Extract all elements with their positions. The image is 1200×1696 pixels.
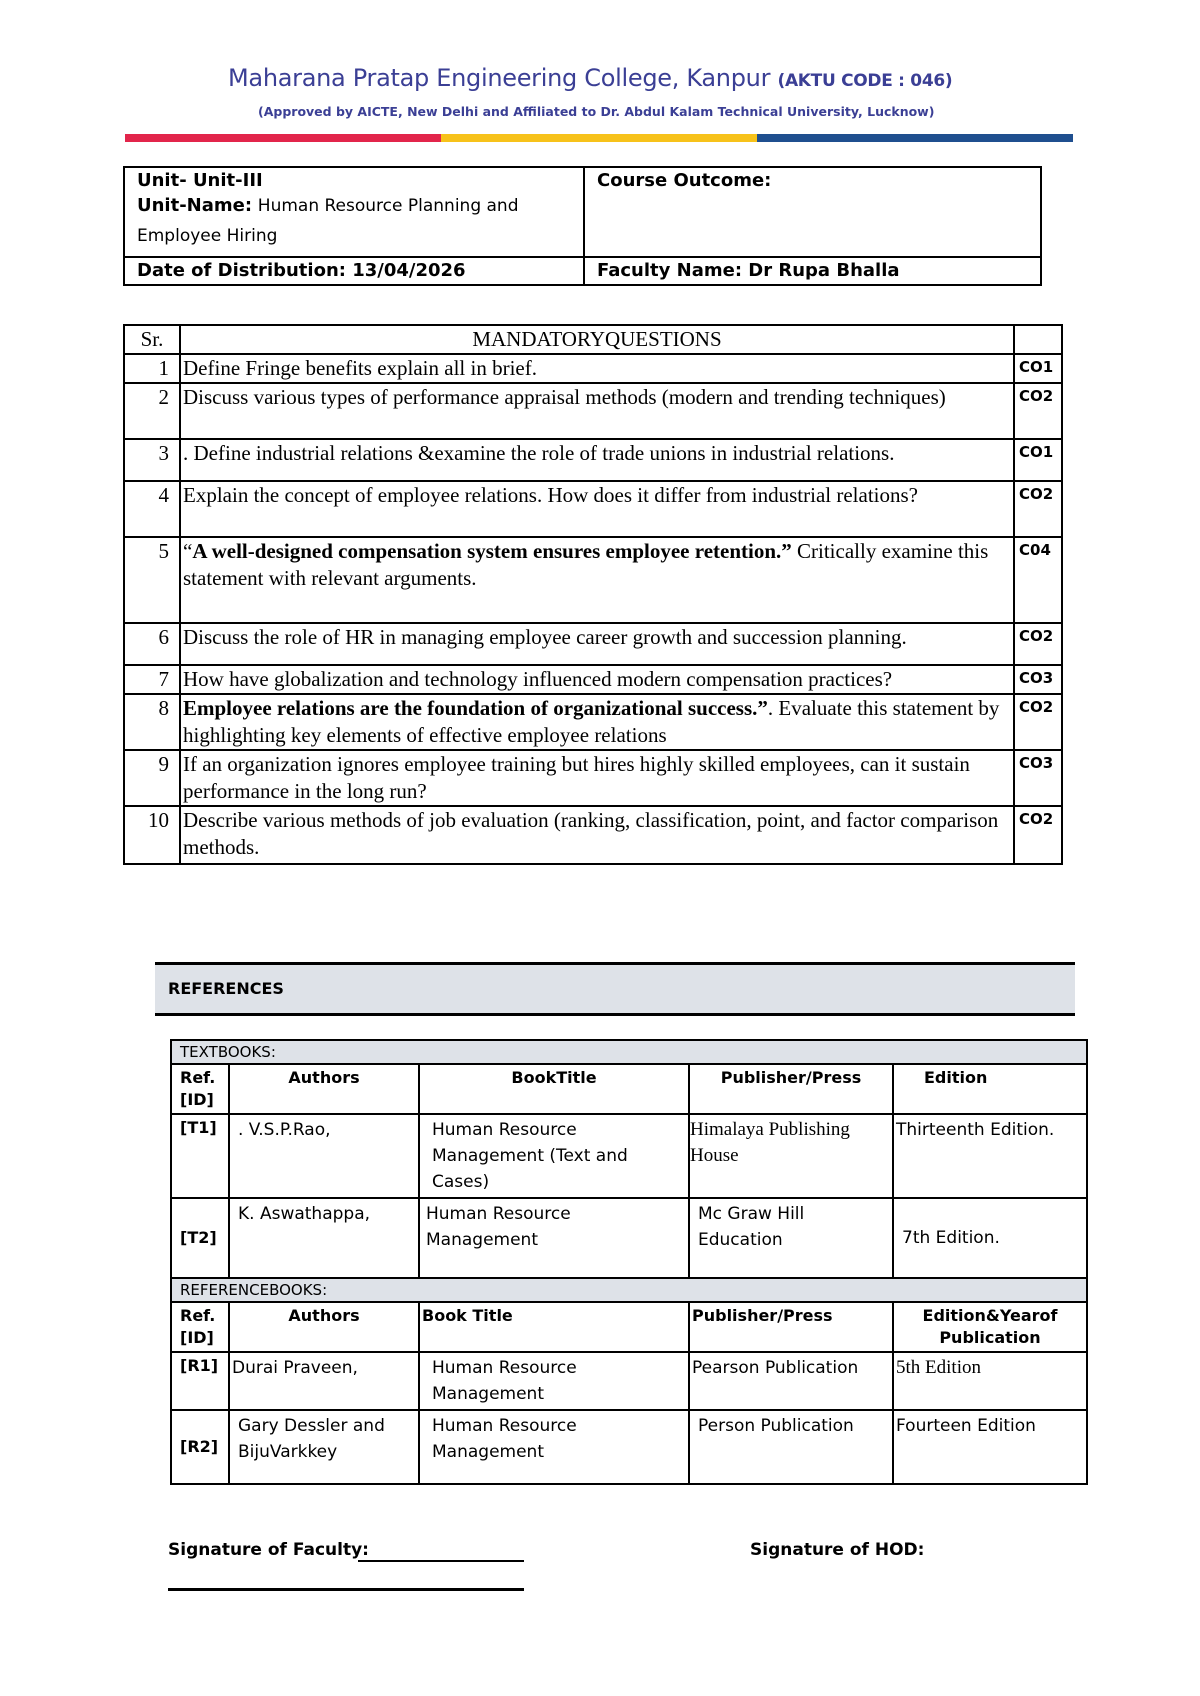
faculty-name: Faculty Name: Dr Rupa Bhalla [584, 257, 1041, 285]
sr-header: Sr. [124, 325, 180, 354]
course-outcome-code: CO1 [1014, 354, 1062, 383]
tb-edition: Thirteenth Edition. [893, 1114, 1087, 1198]
question-text-pre: . Define industrial relations &examine the role of trade unions in industrial relations. [183, 441, 895, 465]
question-text [180, 537, 1014, 623]
question-text-bold: A well-designed compensation system ensures employee retention.” [192, 539, 792, 563]
unit-cell [124, 167, 584, 257]
question-row [124, 665, 1062, 694]
tb-publisher: Himalaya Publishing House [689, 1114, 893, 1198]
course-outcome-code: CO2 [1014, 694, 1062, 750]
rb-header-edition: Edition&Yearof Publication [893, 1302, 1087, 1352]
question-text-pre: Describe various methods of job evaluation (ranking, classification, point, and factor comparison methods. [183, 808, 999, 859]
tb-header-title: BookTitle [419, 1064, 689, 1114]
tb-edition: 7th Edition. [893, 1198, 1087, 1278]
question-number: 2 [124, 383, 180, 439]
question-text-pre: If an organization ignores employee training but hires highly skilled employees, can it sustain performance in the long run? [183, 752, 970, 803]
question-text [180, 665, 1014, 694]
question-text [180, 694, 1014, 750]
rb-header-title: Book Title [419, 1302, 689, 1352]
co-header [1014, 325, 1062, 354]
references-title: REFERENCES [168, 979, 284, 998]
stripe-red [125, 134, 441, 142]
course-outcome-code: CO2 [1014, 623, 1062, 665]
question-number: 5 [124, 537, 180, 623]
question-text [180, 806, 1014, 864]
tb-header-publisher: Publisher/Press [689, 1064, 893, 1114]
question-number: 10 [124, 806, 180, 864]
question-text [180, 623, 1014, 665]
rb-header-publisher: Publisher/Press [689, 1302, 893, 1352]
rb-title: Human Resource Management [419, 1352, 689, 1410]
rb-authors: Durai Praveen, [229, 1352, 419, 1410]
tb-publisher: Mc Graw Hill Education [689, 1198, 893, 1278]
question-number: 8 [124, 694, 180, 750]
course-outcome-code: CO3 [1014, 750, 1062, 806]
rb-ref: [R2] [171, 1410, 229, 1484]
course-outcome-code: C04 [1014, 537, 1062, 623]
question-text-pre: How have globalization and technology influenced modern compensation practices? [183, 667, 893, 691]
signature-underline [168, 1588, 524, 1591]
mandatory-questions-table [123, 324, 1063, 865]
tb-ref: [T1] [171, 1114, 229, 1198]
question-row [124, 354, 1062, 383]
rb-edition: Fourteen Edition [893, 1410, 1087, 1484]
course-outcome-code: CO3 [1014, 665, 1062, 694]
unit-name-value: Human Resource Planning and Employee Hiring [137, 196, 519, 246]
faculty-signature [168, 1540, 369, 1560]
rb-edition: 5th Edition [893, 1352, 1087, 1410]
faculty-signature-label: Signature of Faculty: [168, 1540, 369, 1560]
question-row [124, 383, 1062, 439]
stripe-yellow [441, 134, 757, 142]
college-name-text: Maharana Pratap Engineering College, Kanpur [228, 64, 771, 92]
course-outcome-code: CO2 [1014, 806, 1062, 864]
unit-label: Unit- Unit-III [137, 170, 263, 191]
references-bar [155, 962, 1075, 1016]
question-text [180, 481, 1014, 537]
question-text-pre: Discuss the role of HR in managing employee career growth and succession planning. [183, 625, 907, 649]
approval-line: (Approved by AICTE, New Delhi and Affiliated to Dr. Abdul Kalam Technical University, Lucknow) [258, 104, 935, 119]
question-text [180, 439, 1014, 481]
question-row [124, 481, 1062, 537]
date-of-distribution: Date of Distribution: 13/04/2026 [124, 257, 584, 285]
question-row [124, 694, 1062, 750]
question-text-post: . Evaluate this statement by highlighting key elements of effective employee relations [183, 696, 1000, 747]
rb-ref: [R1] [171, 1352, 229, 1410]
unit-info-table [123, 166, 1042, 286]
question-text-pre: Discuss various types of performance appraisal methods (modern and trending techniques) [183, 385, 946, 409]
references-table [170, 1039, 1088, 1485]
question-row [124, 750, 1062, 806]
question-text [180, 354, 1014, 383]
course-outcome-code: CO1 [1014, 439, 1062, 481]
tb-authors: K. Aswathappa, [229, 1198, 419, 1278]
question-text-bold: Employee relations are the foundation of organizational success.” [183, 696, 768, 720]
questions-body [124, 354, 1062, 864]
question-text [180, 383, 1014, 439]
tb-authors: . V.S.P.Rao, [229, 1114, 419, 1198]
course-outcome-label: Course Outcome: [584, 167, 1041, 257]
stripe-blue [757, 134, 1073, 142]
unit-name-label: Unit-Name: [137, 195, 253, 216]
question-number: 1 [124, 354, 180, 383]
rb-publisher: Pearson Publication [689, 1352, 893, 1410]
refbooks-label: REFERENCEBOOKS: [171, 1278, 1087, 1302]
rb-authors: Gary Dessler and BijuVarkkey [229, 1410, 419, 1484]
question-row [124, 806, 1062, 864]
question-number: 7 [124, 665, 180, 694]
question-text-pre: Explain the concept of employee relations. How does it differ from industrial relations? [183, 483, 918, 507]
question-row [124, 623, 1062, 665]
question-text-pre: Define Fringe benefits explain all in brief. [183, 356, 537, 380]
question-text-post: Critically examine this statement with relevant arguments. [183, 539, 989, 590]
question-number: 6 [124, 623, 180, 665]
course-outcome-code: CO2 [1014, 383, 1062, 439]
rb-header-ref: Ref. [ID] [171, 1302, 229, 1352]
textbooks-label: TEXTBOOKS: [171, 1040, 1087, 1064]
question-number: 9 [124, 750, 180, 806]
question-text-pre: “ [183, 539, 193, 563]
rb-publisher: Person Publication [689, 1410, 893, 1484]
tb-header-ref: Ref. [ID] [171, 1064, 229, 1114]
rb-header-authors: Authors [229, 1302, 419, 1352]
course-outcome-code: CO2 [1014, 481, 1062, 537]
tb-ref: [T2] [171, 1198, 229, 1278]
college-name [228, 64, 952, 92]
tb-header-authors: Authors [229, 1064, 419, 1114]
question-number: 4 [124, 481, 180, 537]
question-row [124, 537, 1062, 623]
question-row [124, 439, 1062, 481]
tb-title: Human Resource Management (Text and Cases) [419, 1114, 689, 1198]
faculty-signature-line [358, 1560, 524, 1562]
mandatory-title: MANDATORYQUESTIONS [180, 325, 1014, 354]
question-text [180, 750, 1014, 806]
hod-signature-label: Signature of HOD: [750, 1540, 925, 1560]
tb-title: Human Resource Management [419, 1198, 689, 1278]
question-number: 3 [124, 439, 180, 481]
tb-header-edition: Edition [893, 1064, 1087, 1114]
rb-title: Human Resource Management [419, 1410, 689, 1484]
aktu-code: (AKTU CODE : 046) [777, 71, 953, 91]
